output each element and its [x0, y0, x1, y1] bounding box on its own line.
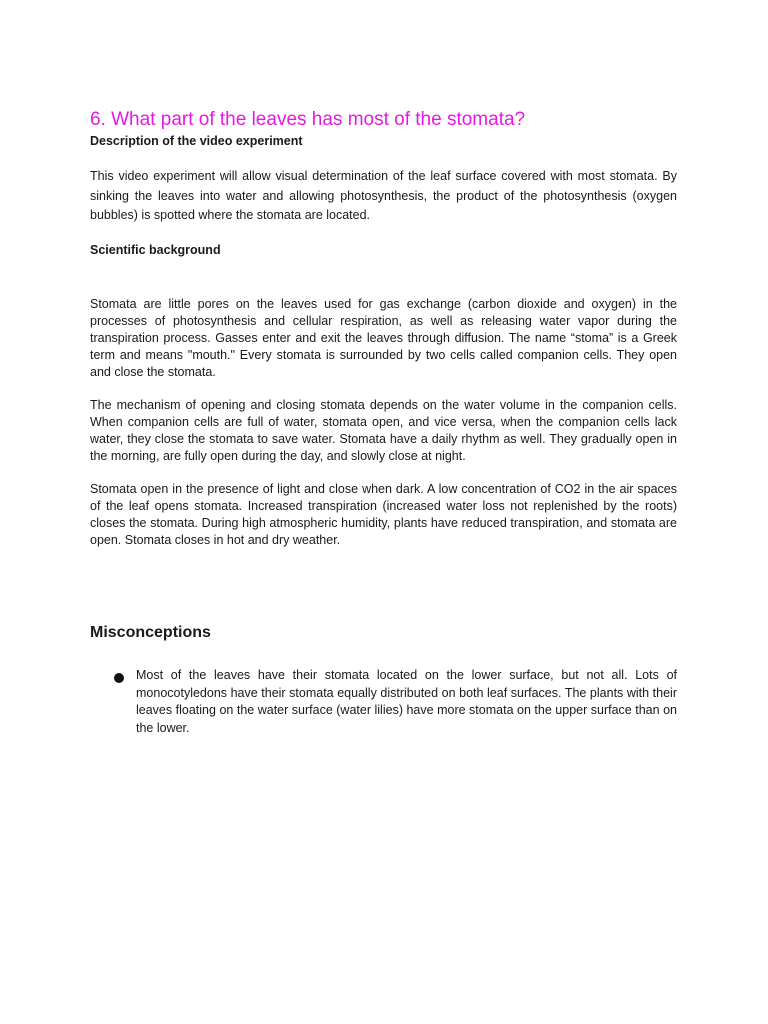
misconceptions-list [114, 667, 677, 737]
bullet-icon [114, 673, 124, 683]
description-paragraph: This video experiment will allow visual determination of the leaf surface covered with most stomata. By sinking the leaves into water and allowing photosynthesis, the product of the photosynthesis (oxygen bubbles) is spotted where the stomata are located. [90, 169, 677, 222]
description-heading: Description of the video experiment [90, 134, 303, 148]
misconception-text: Most of the leaves have their stomata located on the lower surface, but not all. Lots of monocotyledons have their stomata equally distributed on both leaf surfaces. The plants with their leaves floating on the water surface (water lilies) have more stomata on the upper surface than on the lower. [136, 668, 677, 735]
misconceptions-heading: Misconceptions [90, 624, 211, 641]
background-paragraph-1: Stomata are little pores on the leaves used for gas exchange (carbon dioxide and oxygen) in the processes of photosynthesis and cellular respiration, as well as releasing water vapor during the transpiration process. Gasses enter and exit the leaves through diffusion. The name “stoma” is a Greek term and means "mouth." Every stomata is surrounded by two cells called companion cells. They open and close the stomata. [90, 297, 677, 379]
background-paragraph-3: Stomata open in the presence of light and close when dark. A low concentration of CO2 in the air spaces of the leaf opens stomata. Increased transpiration (increased water loss not replenished by the roots) closes the stomata. During high atmospheric humidity, plants have reduced transpiration, and stomata are open. Stomata closes in hot and dry weather. [90, 482, 677, 547]
list-item [114, 667, 677, 737]
scientific-background-heading: Scientific background [90, 243, 221, 257]
background-paragraph-2: The mechanism of opening and closing stomata depends on the water volume in the companion cells. When companion cells are full of water, stomata open, and vice versa, when the companion cells lack water, they close the stomata to save water. Stomata have a daily rhythm as well. They gradually open in the morning, are fully open during the day, and slowly close at night. [90, 398, 677, 463]
page-title: 6. What part of the leaves has most of the stomata? [90, 109, 526, 130]
